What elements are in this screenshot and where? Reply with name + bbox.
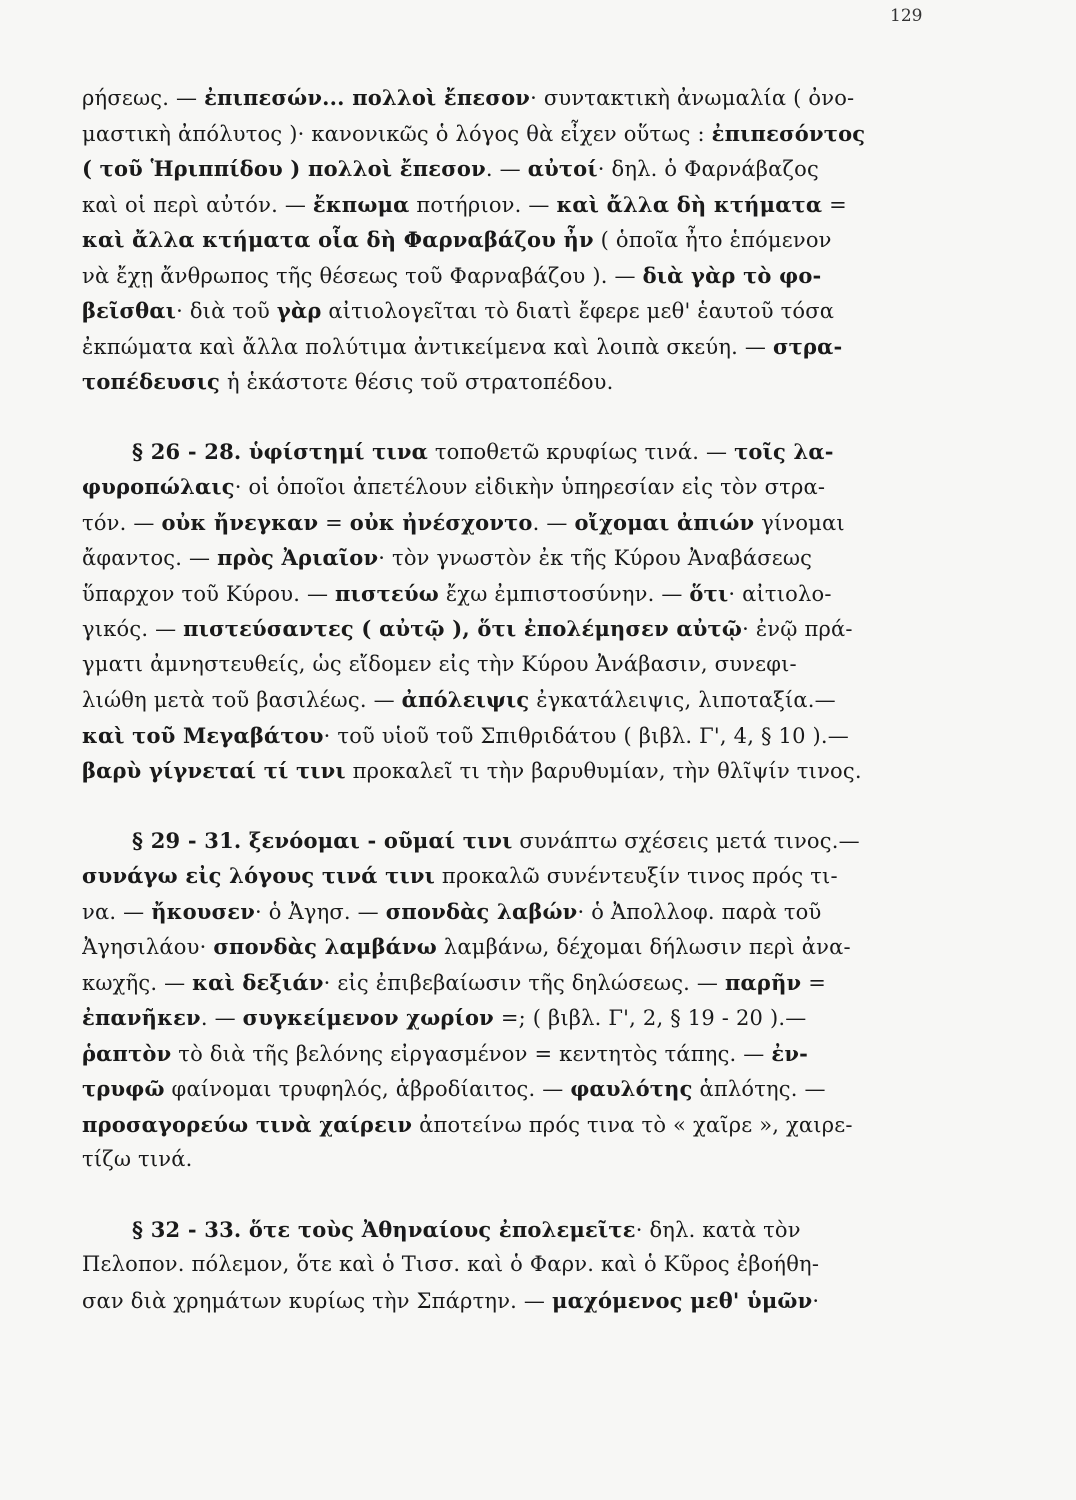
text-line bbox=[82, 469, 942, 505]
paragraph bbox=[82, 823, 942, 1178]
bold-term: διὰ γὰρ τὸ φο- bbox=[642, 262, 822, 288]
text-line bbox=[82, 753, 942, 789]
text-run: · οἱ ὁποῖοι ἀπετέλουν εἰδικὴν ὑπηρεσίαν εἰς τὸν στρα- bbox=[234, 475, 826, 499]
text-run: τοποθετῶ κρυφίως τινά. — bbox=[427, 439, 735, 464]
text-run: καὶ οἱ περὶ αὐτόν. — bbox=[82, 192, 313, 217]
text-line bbox=[82, 823, 942, 859]
text-line bbox=[82, 1247, 942, 1283]
text-run: · αἰτιολο- bbox=[728, 581, 832, 606]
text-run: ἐγκατάλειψις, λιποταξία.— bbox=[529, 688, 836, 712]
text-run: ἐκπώματα καὶ ἄλλα πολύτιμα ἀντικείμενα καὶ λοιπὰ σκεύη. — bbox=[82, 334, 773, 359]
text-run: προκαλεῖ τι τὴν βαρυθυμίαν, τὴν θλῖψίν τινος. bbox=[345, 759, 862, 783]
bold-term: συνάγω εἰς λόγους τινά τινι bbox=[82, 863, 436, 888]
bold-term: φαυλότης bbox=[570, 1076, 693, 1101]
page-text bbox=[82, 80, 942, 1318]
bold-term: ἐν- bbox=[771, 1040, 809, 1066]
text-run: ἁπλότης. — bbox=[692, 1077, 826, 1101]
text-run: μαστικὴ ἀπόλυτος )· κανονικῶς ὁ λόγος θὰ εἶχεν οὕτως : bbox=[82, 121, 712, 146]
text-line bbox=[82, 434, 942, 470]
text-line bbox=[82, 576, 942, 612]
paragraph-gap bbox=[82, 400, 942, 434]
text-line bbox=[82, 611, 942, 647]
text-run: γικός. — bbox=[82, 617, 184, 641]
bold-term: στρα- bbox=[772, 333, 843, 359]
text-run: ἄφαντος. — bbox=[82, 546, 218, 570]
bold-term: ἐπιπεσόντος bbox=[711, 120, 866, 146]
paragraph-gap bbox=[82, 1178, 942, 1212]
text-run: = bbox=[801, 970, 826, 995]
text-run: ρήσεως. — bbox=[82, 86, 205, 110]
text-run: ἡ ἑκάστοτε θέσις τοῦ στρατοπέδου. bbox=[220, 370, 614, 394]
text-line bbox=[82, 1283, 942, 1319]
bold-term: σπονδὰς λαβών bbox=[385, 898, 578, 924]
bold-term: § 32 - 33. ὅτε τοὺς Ἀθηναίους ἐπολεμεῖτε bbox=[132, 1216, 636, 1242]
bold-term: ἐπιπεσών... πολλοὶ ἔπεσον bbox=[204, 85, 531, 110]
text-run: · εἰς ἐπιβεβαίωσιν τῆς δηλώσεως. — bbox=[323, 970, 725, 995]
bold-term: προσαγορεύω τινὰ χαίρειν bbox=[82, 1111, 413, 1137]
text-run: κωχῆς. — bbox=[82, 970, 193, 995]
text-line bbox=[82, 1212, 942, 1248]
text-line bbox=[82, 647, 942, 683]
text-run: · ὁ Ἀπολλοφ. παρὰ τοῦ bbox=[577, 899, 822, 924]
text-line bbox=[82, 505, 942, 541]
bold-term: τοπέδευσις bbox=[82, 369, 221, 394]
bold-term: οἴχομαι ἀπιών bbox=[574, 509, 755, 535]
text-run: γματι ἀμνηστευθείς, ὡς εἴδομεν εἰς τὴν Κύρου Ἀνάβασιν, συνεφι- bbox=[82, 651, 797, 676]
text-run: = bbox=[822, 192, 847, 217]
text-run: τίζω τινά. bbox=[82, 1147, 193, 1171]
text-line bbox=[82, 858, 942, 894]
bold-term: πιστεύω bbox=[335, 580, 439, 606]
text-run: λιώθη μετὰ τοῦ βασιλέως. — bbox=[82, 688, 402, 712]
text-run: προκαλῶ συνέντευξίν τινος πρός τι- bbox=[435, 864, 838, 888]
text-line bbox=[82, 1036, 942, 1072]
text-line bbox=[82, 894, 942, 930]
paragraph bbox=[82, 1212, 942, 1319]
text-line bbox=[82, 718, 942, 754]
text-run: νὰ ἔχῃ ἄνθρωπος τῆς θέσεως τοῦ Φαρναβάζου ). — bbox=[82, 263, 643, 288]
text-line bbox=[82, 329, 942, 365]
bold-term: ( τοῦ Ἡριππίδου ) πολλοὶ ἔπεσον bbox=[82, 156, 486, 181]
text-run: · δηλ. κατὰ τὸν bbox=[635, 1217, 801, 1242]
bold-term: ἀπόλειψις bbox=[401, 687, 530, 712]
text-run: Πελοπον. πόλεμον, ὅτε καὶ ὁ Τισσ. καὶ ὁ Φαρν. καὶ ὁ Κῦρος ἐβοήθη- bbox=[82, 1252, 820, 1276]
bold-term: ἐπανῆκεν bbox=[82, 1005, 201, 1030]
text-run: τόν. — bbox=[82, 510, 162, 535]
bold-term: αὐτοί bbox=[527, 156, 598, 181]
bold-term: παρῆν bbox=[724, 969, 802, 995]
bold-term: ἔκπωμα bbox=[312, 191, 410, 217]
text-run: . — bbox=[532, 510, 575, 535]
text-line bbox=[82, 540, 942, 576]
bold-term: συγκείμενον χωρίον bbox=[242, 1005, 494, 1030]
text-run: ποτήριον. — bbox=[409, 192, 557, 217]
text-line bbox=[82, 1107, 942, 1143]
text-run: ὕπαρχον τοῦ Κύρου. — bbox=[82, 581, 336, 606]
bold-term: βεῖσθαι bbox=[82, 298, 177, 323]
bold-term: τοῖς λα- bbox=[734, 438, 834, 464]
bold-term: καὶ ἄλλα κτήματα οἷα δὴ Φαρναβάζου ἦν bbox=[82, 227, 594, 252]
page-number: 129 bbox=[890, 6, 923, 26]
text-run: αἰτιολογεῖται τὸ διατὶ ἔφερε μεθ' ἑαυτοῦ τόσα bbox=[321, 299, 835, 323]
text-run: λαμβάνω, δέχομαι δήλωσιν περὶ ἀνα- bbox=[436, 935, 851, 959]
bold-term: φυροπώλαις bbox=[82, 474, 235, 499]
text-run: να. — bbox=[82, 899, 152, 924]
text-line bbox=[82, 1071, 942, 1107]
text-line bbox=[82, 682, 942, 718]
bold-term: § 26 - 28. ὑφίστημί τινα bbox=[132, 438, 428, 464]
text-run: · bbox=[812, 1288, 820, 1313]
text-run: · συντακτικὴ ἀνωμαλία ( ὀνο- bbox=[530, 86, 855, 110]
text-run: φαίνομαι τρυφηλός, ἁβροδίαιτος. — bbox=[164, 1077, 571, 1101]
text-run: τὸ διὰ τῆς βελόνης εἰργασμένον = κεντητὸς τάπης. — bbox=[171, 1041, 772, 1066]
text-run: · δηλ. ὁ Φαρνάβαζος bbox=[597, 157, 819, 181]
text-line bbox=[82, 151, 942, 187]
bold-term: βαρὺ γίγνεταί τί τινι bbox=[82, 758, 346, 783]
bold-term: καὶ ἄλλα δὴ κτήματα bbox=[556, 191, 823, 217]
bold-term: ῥαπτὸν bbox=[82, 1040, 172, 1066]
bold-term: τρυφῶ bbox=[82, 1076, 165, 1101]
bold-term: § 29 - 31. ξενόομαι - οῦμαί τινι bbox=[132, 827, 513, 853]
text-line bbox=[82, 258, 942, 294]
bold-term: καὶ δεξιάν bbox=[192, 969, 324, 995]
text-run: ( ὁποῖα ἦτο ἑπόμενον bbox=[593, 228, 832, 252]
text-run: · τοῦ υἱοῦ τοῦ Σπιθριδάτου ( βιβλ. Γ', 4, § 10 ).— bbox=[323, 723, 850, 748]
bold-term: γὰρ bbox=[276, 298, 322, 323]
text-line bbox=[82, 116, 942, 152]
text-line bbox=[82, 1142, 942, 1178]
bold-term: οὐκ ἠνέσχοντο bbox=[349, 509, 533, 535]
bold-term: πρὸς Ἀριαῖον bbox=[217, 545, 379, 570]
text-run: . — bbox=[200, 1006, 243, 1030]
text-line bbox=[82, 364, 942, 400]
text-run: · διὰ τοῦ bbox=[176, 299, 277, 323]
bold-term: καὶ τοῦ Μεγαβάτου bbox=[82, 722, 324, 748]
paragraph bbox=[82, 434, 942, 789]
bold-term: ἤκουσεν bbox=[151, 898, 255, 924]
text-run: = bbox=[318, 510, 350, 535]
paragraph bbox=[82, 80, 942, 400]
text-line bbox=[82, 80, 942, 116]
text-run: Ἀγησιλάου· bbox=[82, 935, 214, 959]
paragraph-gap bbox=[82, 789, 942, 823]
text-line bbox=[82, 929, 942, 965]
text-line bbox=[82, 1000, 942, 1036]
text-run: · ἐνῷ πρά- bbox=[742, 617, 853, 641]
text-run: συνάπτω σχέσεις μετά τινος.— bbox=[512, 828, 860, 853]
text-line bbox=[82, 965, 942, 1001]
text-line bbox=[82, 187, 942, 223]
bold-term: πιστεύσαντες ( αὐτῷ ), ὅτι ἐπολέμησεν αὐτῷ bbox=[183, 616, 743, 641]
text-run: σαν διὰ χρημάτων κυρίως τὴν Σπάρτην. — bbox=[82, 1288, 552, 1313]
bold-term: ὅτι bbox=[689, 580, 729, 606]
text-run: γίνομαι bbox=[754, 510, 845, 535]
text-run: ἔχω ἐμπιστοσύνην. — bbox=[438, 581, 690, 606]
bold-term: μαχόμενος μεθ' ὑμῶν bbox=[552, 1287, 813, 1313]
text-run: =; ( βιβλ. Γ', 2, § 19 - 20 ).— bbox=[493, 1006, 807, 1030]
text-run: · ὁ Ἀγησ. — bbox=[255, 899, 386, 924]
text-line bbox=[82, 293, 942, 329]
text-run: . — bbox=[485, 157, 528, 181]
text-run: · τὸν γνωστὸν ἐκ τῆς Κύρου Ἀναβάσεως bbox=[378, 546, 813, 570]
text-run: ἀποτείνω πρός τινα τὸ « χαῖρε », χαιρε- bbox=[412, 1112, 853, 1137]
bold-term: οὐκ ἤνεγκαν bbox=[161, 509, 319, 535]
bold-term: σπονδὰς λαμβάνω bbox=[213, 934, 437, 959]
text-line bbox=[82, 222, 942, 258]
